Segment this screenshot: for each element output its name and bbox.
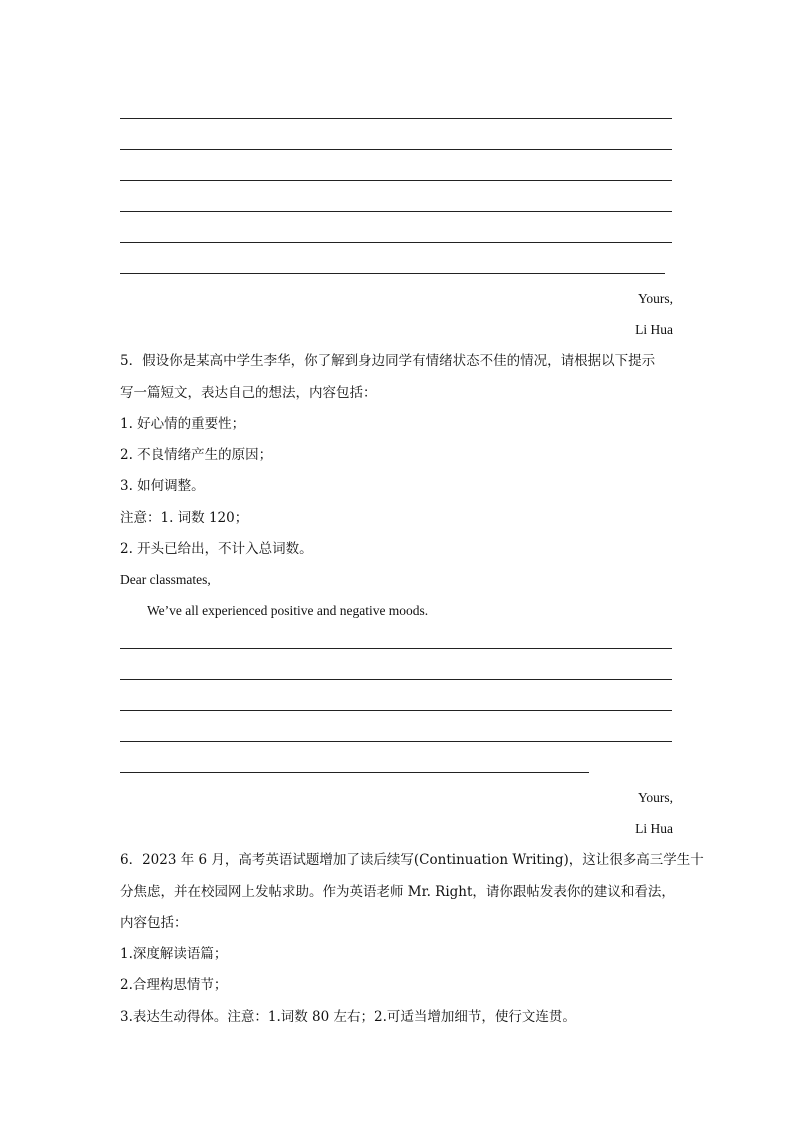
answer-line (120, 180, 672, 181)
q6-prompt-line-3: 内容包括： (120, 915, 188, 931)
q5-opening-sentence: We’ve all experienced positive and negative moods. (147, 603, 429, 618)
answer-line (120, 710, 672, 711)
q5-note-1: 注意：1. 词数 120； (120, 510, 249, 526)
answer-line (120, 679, 672, 680)
answer-line (120, 118, 672, 119)
q5-prompt-line-2: 写一篇短文，表达自己的想法，内容包括： (120, 385, 377, 401)
q5-item-3: 3. 如何调整。 (120, 478, 205, 494)
q5-salutation: Dear classmates, (120, 572, 211, 587)
answer-line (120, 772, 589, 773)
q6-item-2: 2.合理构思情节； (120, 977, 228, 993)
closing-text: Yours, (637, 790, 673, 805)
q6-item-3: 3.表达生动得体。注意：1.词数 80 左右；2.可适当增加细节，使行文连贯。 (120, 1009, 576, 1025)
answer-line (120, 242, 672, 243)
answer-line (120, 149, 672, 150)
q6-item-1: 1.深度解读语篇； (120, 946, 228, 962)
answer-line (120, 273, 665, 274)
answer-line (120, 648, 672, 649)
answer-line (120, 211, 672, 212)
q5-item-2: 2. 不良情绪产生的原因； (120, 447, 273, 463)
closing-text: Yours, (637, 291, 673, 306)
q6-prompt-line-2: 分焦虑，并在校园网上发帖求助。作为英语老师 Mr. Right，请你跟帖发表你的建议和看法， (120, 884, 675, 900)
signature-text: Li Hua (635, 821, 673, 836)
q5-note-2: 2. 开头已给出，不计入总词数。 (120, 541, 313, 557)
q5-item-1: 1. 好心情的重要性； (120, 416, 246, 432)
signature-text: Li Hua (635, 322, 673, 337)
q5-prompt-line-1: 5．假设你是某高中学生李华，你了解到身边同学有情绪状态不佳的情况，请根据以下提示 (120, 353, 656, 369)
answer-line (120, 741, 672, 742)
q6-prompt-line-1: 6．2023 年 6 月，高考英语试题增加了读后续写(Continuation Writing)，这让很多高三学生十 (120, 852, 704, 868)
